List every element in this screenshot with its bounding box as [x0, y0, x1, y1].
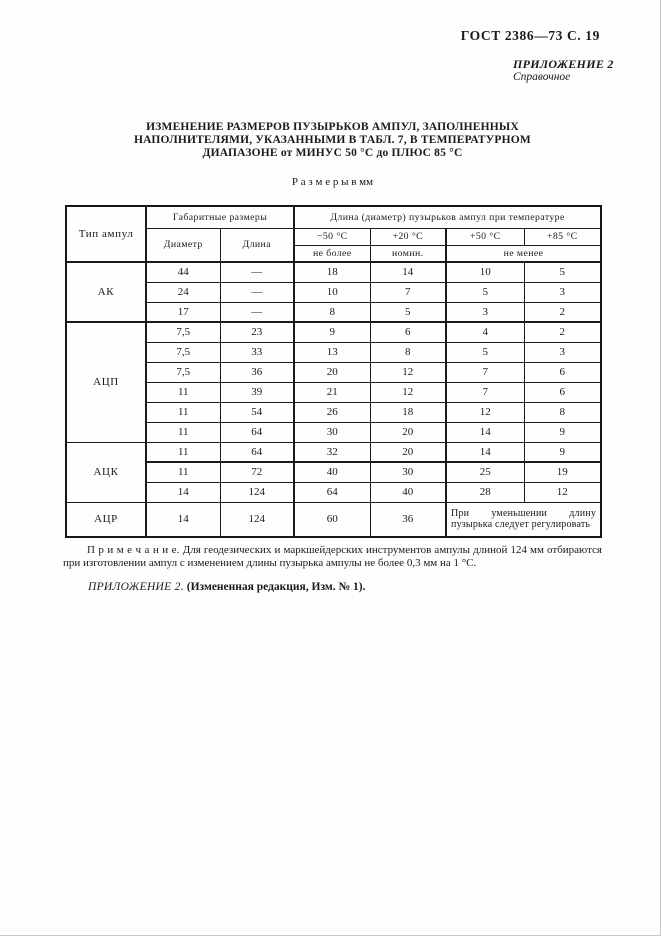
cell-plus50: 25	[446, 462, 524, 482]
cell-diameter: 11	[146, 462, 220, 482]
page-title-line-1: ИЗМЕНЕНИЕ РАЗМЕРОВ ПУЗЫРЬКОВ АМПУЛ, ЗАПОЛНЕННЫХ	[146, 121, 519, 133]
cell-plus20: 8	[370, 342, 446, 362]
table-row	[66, 402, 601, 422]
cell-length: 23	[220, 322, 294, 342]
cell-diameter: 11	[146, 422, 220, 442]
col-header-temp-plus50: +50 °С	[446, 228, 524, 245]
cell-length: 124	[220, 502, 294, 537]
cell-plus20: 7	[370, 282, 446, 302]
cell-plus50: 10	[446, 262, 524, 282]
annex-revision-note: (Измененная редакция, Изм. № 1).	[186, 581, 366, 593]
subheader-nominal: номин.	[370, 245, 446, 262]
ampoule-dimensions-table	[65, 205, 602, 538]
cell-plus20: 14	[370, 262, 446, 282]
footnote-text: Для геодезических и маркшейдерских инструментов ампулы длиной 124 мм отбираются при изготовлении ампул с изменением длины пузырька ампулы не более 0,3 мм на 1 °С.	[63, 544, 602, 569]
table-row	[66, 462, 601, 482]
table-row	[66, 482, 601, 502]
cell-plus50: 3	[446, 302, 524, 322]
cell-length: 64	[220, 442, 294, 462]
cell-length: 36	[220, 362, 294, 382]
table-header-row-2	[66, 228, 601, 245]
table-row	[66, 322, 601, 342]
col-header-temp-plus85: +85 °С	[524, 228, 601, 245]
cell-length: 64	[220, 422, 294, 442]
cell-plus85: 3	[524, 282, 601, 302]
cell-length: 33	[220, 342, 294, 362]
cell-plus85: 9	[524, 422, 601, 442]
row-group-label-ak: АК	[66, 262, 146, 322]
cell-plus85: 9	[524, 442, 601, 462]
cell-regulation-note: При уменьшении длину пузырька следует регулировать	[446, 502, 601, 537]
cell-minus50: 30	[294, 422, 370, 442]
page-title-line-3: ДИАПАЗОНЕ от МИНУС 50 °С до ПЛЮС 85 °С	[202, 147, 463, 159]
cell-plus50: 28	[446, 482, 524, 502]
cell-diameter: 24	[146, 282, 220, 302]
cell-plus20: 6	[370, 322, 446, 342]
table-row	[66, 262, 601, 282]
annex-revision-line	[88, 581, 365, 593]
cell-minus50: 13	[294, 342, 370, 362]
cell-diameter: 11	[146, 402, 220, 422]
cell-minus50: 8	[294, 302, 370, 322]
table-row	[66, 282, 601, 302]
row-group-label-acr: АЦР	[66, 502, 146, 537]
cell-plus85: 5	[524, 262, 601, 282]
col-header-temp-minus50: −50 °С	[294, 228, 370, 245]
cell-diameter: 11	[146, 442, 220, 462]
cell-minus50: 21	[294, 382, 370, 402]
cell-plus85: 12	[524, 482, 601, 502]
cell-length: 124	[220, 482, 294, 502]
annex-block	[513, 58, 614, 84]
cell-plus20: 40	[370, 482, 446, 502]
cell-plus20: 12	[370, 362, 446, 382]
cell-plus50: 5	[446, 342, 524, 362]
table-row	[66, 442, 601, 462]
cell-length: 54	[220, 402, 294, 422]
table-row	[66, 302, 601, 322]
table-row	[66, 382, 601, 402]
table-row	[66, 502, 601, 537]
cell-diameter: 7,5	[146, 342, 220, 362]
table-row	[66, 342, 601, 362]
cell-plus50: 7	[446, 362, 524, 382]
subheader-not-less: не менее	[446, 245, 601, 262]
cell-minus50: 10	[294, 282, 370, 302]
cell-length: —	[220, 262, 294, 282]
units-note: Р а з м е р ы в мм	[291, 176, 374, 188]
cell-plus85: 2	[524, 322, 601, 342]
table-row	[66, 362, 601, 382]
cell-length: 72	[220, 462, 294, 482]
cell-plus85: 8	[524, 402, 601, 422]
cell-diameter: 14	[146, 502, 220, 537]
cell-length: 39	[220, 382, 294, 402]
cell-plus85: 6	[524, 362, 601, 382]
cell-plus50: 14	[446, 442, 524, 462]
cell-plus20: 5	[370, 302, 446, 322]
cell-minus50: 26	[294, 402, 370, 422]
cell-plus85: 6	[524, 382, 601, 402]
cell-plus85: 2	[524, 302, 601, 322]
cell-plus50: 12	[446, 402, 524, 422]
cell-plus50: 4	[446, 322, 524, 342]
cell-minus50: 20	[294, 362, 370, 382]
table-row	[66, 422, 601, 442]
annex-kind: Справочное	[513, 71, 571, 83]
cell-plus20: 18	[370, 402, 446, 422]
col-header-temp-plus20: +20 °С	[370, 228, 446, 245]
page-title-line-2: НАПОЛНИТЕЛЯМИ, УКАЗАННЫМИ В ТАБЛ. 7, В ТЕМПЕРАТУРНОМ	[134, 134, 531, 146]
cell-minus50: 64	[294, 482, 370, 502]
cell-diameter: 14	[146, 482, 220, 502]
cell-plus20: 12	[370, 382, 446, 402]
cell-diameter: 11	[146, 382, 220, 402]
doc-reference: ГОСТ 2386—73 С. 19	[460, 28, 600, 43]
cell-plus85: 19	[524, 462, 601, 482]
col-group-bubble-length: Длина (диаметр) пузырьков ампул при температуре	[294, 206, 601, 228]
cell-length: —	[220, 302, 294, 322]
footnote	[63, 544, 602, 570]
cell-plus50: 7	[446, 382, 524, 402]
cell-plus20: 30	[370, 462, 446, 482]
cell-plus20: 36	[370, 502, 446, 537]
cell-plus85: 3	[524, 342, 601, 362]
col-header-ampoule-type: Тип ампул	[66, 206, 146, 262]
cell-diameter: 7,5	[146, 362, 220, 382]
cell-minus50: 60	[294, 502, 370, 537]
row-group-label-acp: АЦП	[66, 322, 146, 442]
subheader-not-more: не более	[294, 245, 370, 262]
cell-length: —	[220, 282, 294, 302]
cell-minus50: 18	[294, 262, 370, 282]
col-header-diameter: Диаметр	[146, 228, 220, 262]
cell-plus20: 20	[370, 422, 446, 442]
cell-plus50: 14	[446, 422, 524, 442]
footnote-label: П р и м е ч а н и е.	[87, 544, 180, 556]
col-header-length: Длина	[220, 228, 294, 262]
cell-minus50: 9	[294, 322, 370, 342]
cell-plus50: 5	[446, 282, 524, 302]
cell-diameter: 44	[146, 262, 220, 282]
annex-revision-ref: ПРИЛОЖЕНИЕ 2.	[88, 581, 184, 593]
page-title	[63, 121, 602, 160]
cell-minus50: 40	[294, 462, 370, 482]
cell-minus50: 32	[294, 442, 370, 462]
cell-plus20: 20	[370, 442, 446, 462]
row-group-label-ack: АЦК	[66, 442, 146, 502]
annex-label: ПРИЛОЖЕНИЕ 2	[513, 57, 614, 71]
cell-diameter: 7,5	[146, 322, 220, 342]
cell-diameter: 17	[146, 302, 220, 322]
col-group-overall-dimensions: Габаритные размеры	[146, 206, 294, 228]
table-header-row-1	[66, 206, 601, 228]
